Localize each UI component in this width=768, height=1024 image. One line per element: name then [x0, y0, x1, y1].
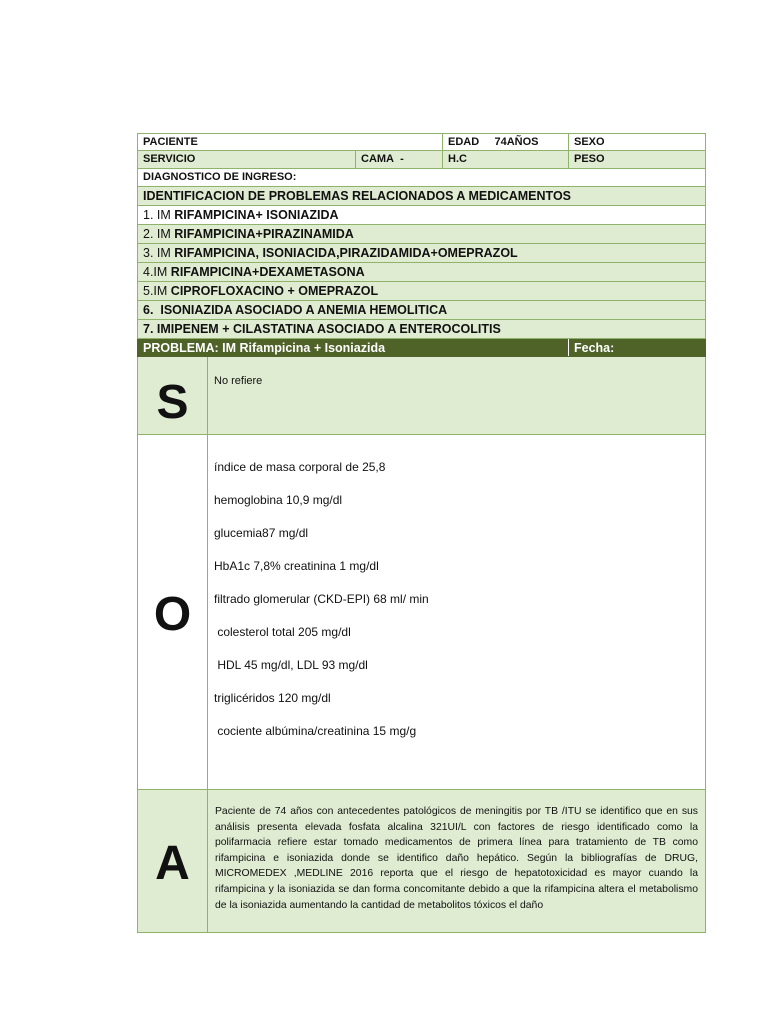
peso-label: PESO	[574, 153, 605, 165]
objective-item: glucemia87 mg/dl	[214, 526, 309, 540]
problem-item	[137, 263, 706, 282]
problem-text: RIFAMPICINA+DEXAMETASONA	[170, 265, 365, 279]
s-text: No refiere	[214, 375, 263, 387]
problem-bar	[137, 339, 706, 357]
problem-text: IMIPENEM + CILASTATINA ASOCIADO A ENTEROCOLITIS	[156, 322, 501, 336]
sexo-label: SEXO	[574, 136, 605, 148]
diagnostico-label: DIAGNOSTICO DE INGRESO:	[143, 171, 297, 183]
problem-text: CIPROFLOXACINO + OMEPRAZOL	[170, 284, 379, 298]
soap-a-section	[137, 790, 706, 933]
objective-item: índice de masa corporal de 25,8	[214, 460, 386, 474]
problem-text: RIFAMPICINA+ ISONIAZIDA	[174, 208, 339, 222]
problem-text: RIFAMPICINA, ISONIACIDA,PIRAZIDAMIDA+OMEPRAZOL	[174, 246, 518, 260]
cama-value: -	[400, 153, 404, 165]
objective-item: cociente albúmina/creatinina 15 mg/g	[214, 724, 417, 738]
problem-item	[137, 301, 706, 320]
problems-heading: IDENTIFICACION DE PROBLEMAS RELACIONADOS A MEDICAMENTOS	[143, 189, 572, 203]
problem-text: RIFAMPICINA+PIRAZINAMIDA	[174, 227, 354, 241]
service-row	[137, 151, 706, 169]
soap-s-section	[137, 357, 706, 435]
edad-cell	[443, 134, 569, 150]
fecha-label: Fecha:	[574, 341, 615, 355]
patient-row	[137, 133, 706, 151]
servicio-label: SERVICIO	[138, 151, 356, 168]
edad-label: EDAD	[448, 136, 480, 148]
problems-heading-row	[137, 187, 706, 206]
problem-number: 5.IM	[143, 284, 171, 298]
problem-number: 1. IM	[143, 208, 175, 222]
objective-item: HDL 45 mg/dl, LDL 93 mg/dl	[214, 658, 368, 672]
diagnosis-row	[137, 169, 706, 187]
problem-bar-label: PROBLEMA: IM Rifampicina + Isoniazida	[138, 339, 569, 356]
problem-number: 2. IM	[143, 227, 175, 241]
a-letter: A	[138, 790, 208, 932]
objective-item: colesterol total 205 mg/dl	[214, 625, 351, 639]
objective-item: filtrado glomerular (CKD-EPI) 68 ml/ min	[214, 592, 429, 606]
assessment-text: Paciente de 74 años con antecedentes patológicos de meningitis por TB /ITU se identifico que en sus análisis presenta elevada fosfata alcalina 321UI/L con factores de riesgo identificado como la polifarmacia refiere estar tomado medicamentos de primera línea para tratamiento de TB como rifampicina e isoniazida donde se identifico daño hepático. Según la bibliografías de DRUG, MICROMEDEX ,MEDLINE 2016 reporta que el riesgo de hepatotoxicidad es mayor cuando la rifampicina y la isoniazida se dan forma concomitante debido a que la rifampicina altera el metabolismo de la isoniazida aumentando la cantidad de metabolitos tóxicos el daño	[215, 806, 698, 911]
cama-cell	[356, 151, 443, 168]
problem-item	[137, 282, 706, 301]
objective-item: triglicéridos 120 mg/dl	[214, 691, 331, 705]
problem-item	[137, 244, 706, 263]
edad-value: 74AÑOS	[494, 136, 539, 148]
problem-item	[137, 320, 706, 339]
s-letter: S	[138, 357, 208, 434]
objective-list	[208, 435, 705, 789]
paciente-label: PACIENTE	[138, 134, 443, 150]
objective-item: hemoglobina 10,9 mg/dl	[214, 493, 343, 507]
soap-o-section	[137, 435, 706, 790]
problem-number: 3. IM	[143, 246, 175, 260]
objective-item: HbA1c 7,8% creatinina 1 mg/dl	[214, 559, 379, 573]
hc-label: H.C	[443, 151, 569, 168]
problem-number: 4.IM	[143, 265, 171, 279]
problem-text: ISONIAZIDA ASOCIADO A ANEMIA HEMOLITICA	[160, 303, 448, 317]
problem-number: 6.	[143, 303, 161, 317]
o-letter: O	[138, 435, 208, 789]
problem-number: 7.	[143, 322, 157, 336]
problem-item	[137, 206, 706, 225]
medication-problem-form	[137, 133, 706, 933]
cama-label: CAMA	[361, 153, 394, 165]
problem-item	[137, 225, 706, 244]
